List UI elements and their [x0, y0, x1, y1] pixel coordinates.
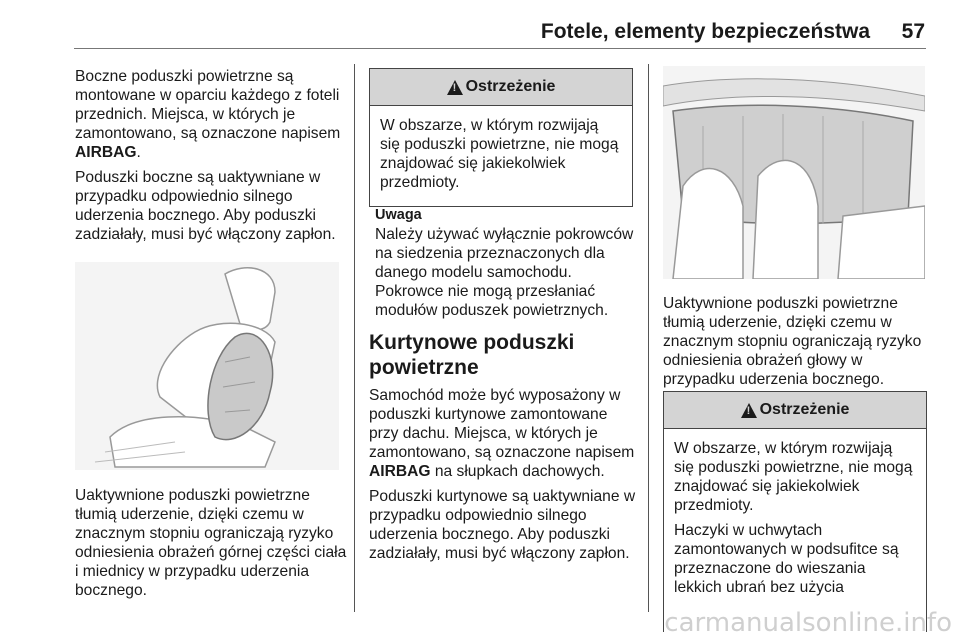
watermark: carmanualsonline.info	[664, 608, 952, 638]
note-text: Należy używać wyłącznie pokrowców na siedzenia przeznaczonych dla danego modelu samochodu. Pokrowce nie mogą przesłaniać modułów poduszek powietrznych.	[375, 226, 634, 319]
note-title: Uwaga	[375, 207, 422, 223]
warning-title: Ostrzeżenie	[465, 78, 556, 95]
section-heading: Kurtynowe poduszki powietrzne	[369, 331, 575, 379]
warning-box-right	[663, 391, 927, 632]
header-divider	[74, 48, 926, 49]
middle-column	[369, 206, 637, 569]
airbag-label: AIRBAG	[75, 144, 137, 161]
warning-title: Ostrzeżenie	[759, 401, 850, 418]
page-number: 57	[901, 20, 925, 43]
warning-text: W obszarze, w którym rozwijają się poduszki powietrzne, nie mogą znajdować się jakiekolwiek przedmioty.	[380, 117, 619, 191]
warning-header	[370, 69, 632, 106]
airbag-label: AIRBAG	[369, 463, 431, 480]
left-column	[75, 67, 347, 250]
column-divider-right	[648, 64, 649, 612]
warning-triangle-icon	[447, 80, 463, 95]
curtain-airbag-activation-paragraph: Poduszki kurtynowe są uaktywniane w przypadku odpowiednio silnego uderzenia bocznego. Aby poduszki zadziałały, musi być włączony zapłon.	[369, 488, 636, 562]
curtain-airbag-illustration	[663, 66, 925, 279]
side-airbag-activation-paragraph: Poduszki boczne są uaktywniane w przypadku odpowiednio silnego uderzenia bocznego. Aby poduszki zadziałały, musi być włączony zapłon.	[75, 169, 336, 243]
warning-header	[664, 392, 926, 429]
warning-body	[664, 429, 926, 611]
warning-text-2: Haczyki w uchwytach zamontowanych w podsufitce są przeznaczone do wieszania lekkich ubrań bez użycia	[674, 522, 899, 596]
side-airbag-paragraph: Boczne poduszki powietrzne są montowane w oparciu każdego z foteli przednich. Miejsca, w których je zamontowano, są oznaczone napisem AIRBAG.	[75, 68, 341, 161]
warning-triangle-icon	[741, 403, 757, 418]
column-divider-left	[354, 64, 355, 612]
warning-box-middle	[369, 68, 633, 207]
curtain-airbag-paragraph: Samochód może być wyposażony w poduszki kurtynowe zamontowane przy dachu. Miejsca, w których je zamontowano, są oznaczone napisem AIRBAG na słupkach dachowych.	[369, 387, 635, 480]
seat-side-airbag-illustration	[75, 262, 339, 470]
curtain-airbag-caption: Uaktywnione poduszki powietrzne tłumią uderzenie, dzięki czemu w znacznym stopniu ograniczają ryzyko odniesienia obrażeń głowy w przypadku uderzenia bocznego.	[663, 295, 922, 388]
warning-body	[370, 106, 632, 206]
note-block	[369, 206, 637, 320]
seat-airbag-caption: Uaktywnione poduszki powietrzne tłumią uderzenie, dzięki czemu w znacznym stopniu ograniczają ryzyko odniesienia obrażeń górnej części ciała i miednicy w przypadku uderzenia bocznego.	[75, 487, 347, 599]
warning-text-1: W obszarze, w którym rozwijają się poduszki powietrzne, nie mogą znajdować się jakiekolwiek przedmioty.	[674, 440, 913, 514]
page-title: Fotele, elementy bezpieczeństwa	[540, 20, 870, 43]
